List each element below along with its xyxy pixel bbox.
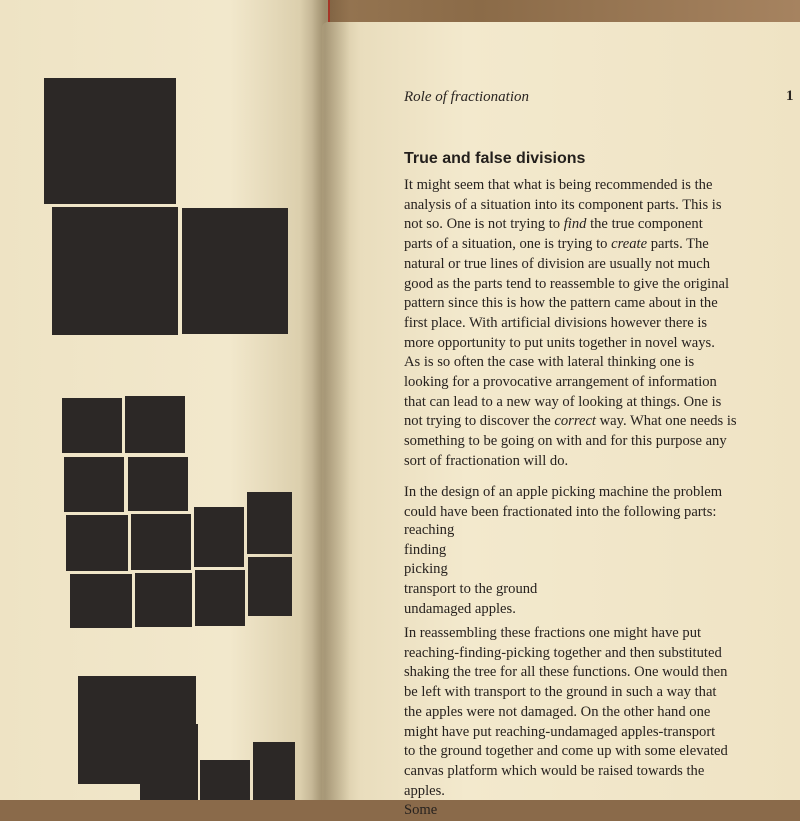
block xyxy=(70,574,132,628)
text-line: It might seem that what is being recommended is the xyxy=(404,177,713,193)
block xyxy=(44,78,176,204)
text-line: natural or true lines of division are usually not much xyxy=(404,255,710,272)
fraction-list xyxy=(404,521,796,620)
text-line: that can lead to a new way of looking at things. One is xyxy=(404,393,722,410)
block xyxy=(64,457,124,512)
text-line: not trying to discover the correct way. What one needs is xyxy=(404,413,737,430)
block xyxy=(253,742,295,800)
text-line: might have put reaching-undamaged apples-transport xyxy=(404,723,716,740)
running-head: Role of fractionation xyxy=(404,89,529,105)
text-line: sort of fractionation will do. xyxy=(404,452,569,469)
list-item: picking xyxy=(404,561,448,578)
list-item: transport to the ground xyxy=(404,581,538,598)
book-gutter xyxy=(300,0,350,800)
block xyxy=(247,492,292,554)
paragraph-intro xyxy=(404,176,796,472)
text-line: As is so often the case with lateral thinking one is xyxy=(404,354,695,371)
block xyxy=(140,724,198,800)
block xyxy=(62,398,122,453)
list-item: reaching xyxy=(404,522,455,538)
text-line: In the design of an apple picking machine the problem xyxy=(404,484,723,500)
block xyxy=(135,573,192,627)
section-heading: True and false divisions xyxy=(404,150,586,167)
list-item: finding xyxy=(404,541,447,558)
text-line: not so. One is not trying to find the true component xyxy=(404,216,703,233)
block xyxy=(194,507,244,567)
block xyxy=(248,557,292,616)
block xyxy=(131,514,191,570)
block xyxy=(125,396,185,453)
block xyxy=(52,207,178,335)
block xyxy=(182,208,288,334)
text-line: the apples were not damaged. On the other hand one xyxy=(404,703,711,720)
block xyxy=(66,515,128,571)
block xyxy=(200,760,250,800)
text-line: first place. With artificial divisions however there is xyxy=(404,314,708,331)
text-line: to the ground together and come up with some elevated xyxy=(404,743,728,760)
emphasis: create xyxy=(611,236,648,253)
list-item: undamaged apples. xyxy=(404,600,516,617)
text-line: apples. xyxy=(404,782,445,799)
text-line: pattern since this is how the pattern came about in the xyxy=(404,295,718,312)
left-page xyxy=(0,0,328,800)
block xyxy=(195,570,245,626)
emphasis: correct xyxy=(554,413,596,430)
page-number: 1 xyxy=(786,88,794,104)
text-line: In reassembling these fractions one might have put xyxy=(404,625,702,641)
text-line: more opportunity to put units together in novel ways. xyxy=(404,334,715,351)
text-line: shaking the tree for all these functions. One would then xyxy=(404,664,728,681)
text-line: reaching-finding-picking together and then substituted xyxy=(404,644,722,661)
block xyxy=(128,457,188,511)
text-line: looking for a provocative arrangement of information xyxy=(404,374,717,391)
text-line: good as the parts tend to reassemble to give the original xyxy=(404,275,730,292)
text-line: be left with transport to the ground in such a way that xyxy=(404,684,717,701)
paragraph-reassembling xyxy=(404,624,796,821)
text-line: parts of a situation, one is trying to create parts. The xyxy=(404,236,709,253)
text-line: could have been fractionated into the following parts: xyxy=(404,503,717,520)
text-line: analysis of a situation into its component parts. This is xyxy=(404,196,722,213)
text-line: Some xyxy=(404,802,438,819)
emphasis: find xyxy=(563,216,587,233)
text-line: something to be going on with and for this purpose any xyxy=(404,433,727,450)
paragraph-apple-problem xyxy=(404,483,796,522)
text-line: canvas platform which would be raised towards the xyxy=(404,762,705,779)
